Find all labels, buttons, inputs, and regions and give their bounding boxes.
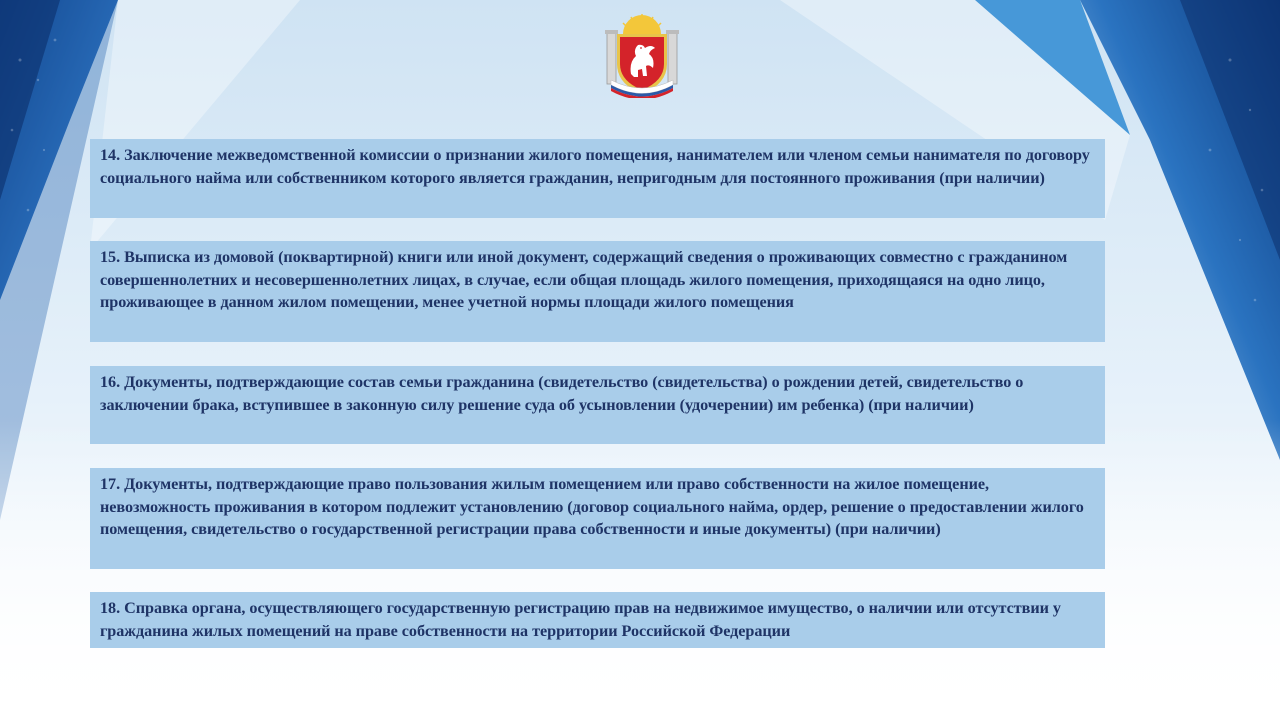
list-item-17 xyxy=(90,468,1105,569)
crimea-coat-of-arms-icon xyxy=(603,14,681,98)
list-item-16 xyxy=(90,366,1105,444)
list-item-15 xyxy=(90,241,1105,342)
item-text: 16. Документы, подтверждающие состав семьи гражданина (свидетельство (свидетельства) о рождении детей, свидетельство о заключении брака, вступившее в законную силу решение суда об усыновлении (удочерении) им ребенка) (при наличии) xyxy=(100,373,1024,414)
list-item-18 xyxy=(90,592,1105,648)
item-text: 18. Справка органа, осуществляющего государственную регистрацию прав на недвижимое имущество, о наличии или отсутствии у гражданина жилых помещений на праве собственности на территории Российской Федерации xyxy=(100,599,1061,640)
item-text: 15. Выписка из домовой (поквартирной) книги или иной документ, содержащий сведения о проживающих совместно с гражданином совершеннолетних и несовершеннолетних лицах, в случае, если общая площадь жилого помещения, приходящаяся на одно лицо, проживающее в данном жилом помещении, менее учетной нормы площади жилого помещения xyxy=(100,248,1068,311)
item-text: 17. Документы, подтверждающие право пользования жилым помещением или право собственности на жилое помещение, невозможность проживания в котором подлежит установлению (договор социального найма, ордер, решение о предоставлении жилого помещения, свидетельство о государственной регистрации права собственности и иные документы) (при наличии) xyxy=(100,475,1084,538)
list-item-14 xyxy=(90,139,1105,218)
item-text: 14. Заключение межведомственной комиссии о признании жилого помещения, нанимателем или членом семьи нанимателя по договору социального найма или собственником которого является гражданин, непригодным для постоянного проживания (при наличии) xyxy=(100,146,1090,187)
